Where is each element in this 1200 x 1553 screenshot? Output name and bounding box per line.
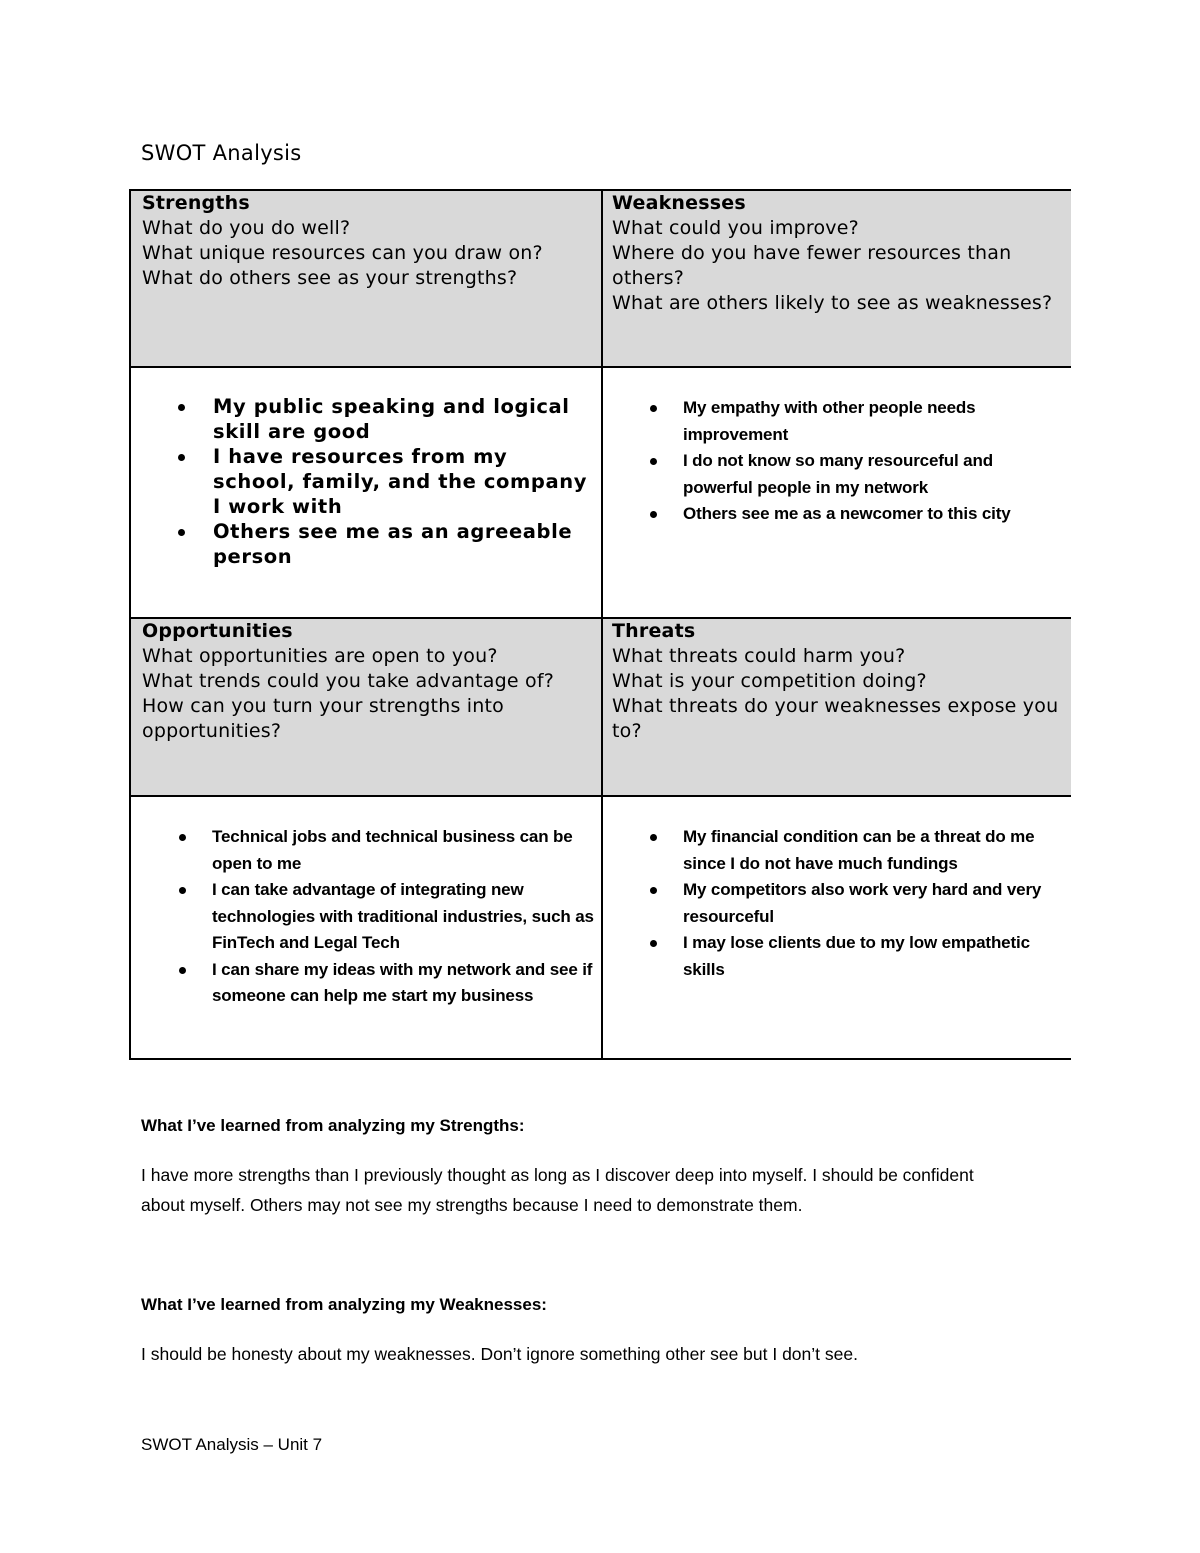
bullet-icon — [650, 511, 657, 518]
list-item — [213, 394, 593, 444]
threats-list — [683, 824, 1067, 983]
threats-answers-cell — [601, 797, 1071, 1058]
opportunities-answer: Technical jobs and technical business can be open to me — [212, 827, 573, 873]
opportunities-question: How can you turn your strengths into opportunities? — [142, 695, 504, 742]
learned-weaknesses-heading: What I’ve learned from analyzing my Weaknesses: — [141, 1295, 547, 1314]
strengths-answers-cell — [131, 368, 601, 619]
bullet-icon — [178, 454, 185, 461]
bullet-icon — [179, 887, 186, 894]
weaknesses-header-cell — [601, 191, 1071, 368]
weaknesses-answers-cell — [601, 368, 1071, 619]
opportunities-answer: I can take advantage of integrating new technologies with traditional industries, such as FinTech and Legal Tech — [212, 880, 594, 952]
weaknesses-answer: My empathy with other people needs improvement — [683, 398, 976, 444]
list-item — [213, 519, 593, 569]
opportunities-question: What trends could you take advantage of? — [142, 670, 555, 692]
threats-question: What threats do your weaknesses expose you to? — [612, 695, 1059, 742]
list-item — [683, 877, 1067, 930]
list-item — [683, 824, 1067, 877]
learned-weaknesses-text: I should be honesty about my weaknesses. Don’t ignore something other see but I don’t see. — [141, 1344, 858, 1364]
list-item — [683, 395, 1067, 448]
list-item — [212, 877, 596, 957]
threats-question: What threats could harm you? — [612, 645, 906, 667]
weaknesses-question: Where do you have fewer resources than others? — [612, 242, 1012, 289]
bullet-icon — [178, 529, 185, 536]
bullet-icon — [650, 940, 657, 947]
bullet-icon — [650, 887, 657, 894]
opportunities-header-cell — [131, 619, 601, 797]
weaknesses-heading: Weaknesses — [612, 192, 746, 214]
bullet-icon — [179, 834, 186, 841]
list-item — [683, 448, 1067, 501]
weaknesses-answer: I do not know so many resourceful and powerful people in my network — [683, 451, 993, 497]
bullet-icon — [650, 405, 657, 412]
threats-heading: Threats — [612, 620, 696, 642]
strengths-header-cell — [131, 191, 601, 368]
list-item — [213, 444, 593, 519]
strengths-heading: Strengths — [142, 192, 250, 214]
list-item — [683, 501, 1067, 528]
weaknesses-list — [683, 395, 1067, 528]
threats-answer: My competitors also work very hard and very resourceful — [683, 880, 1042, 926]
threats-question: What is your competition doing? — [612, 670, 927, 692]
bullet-icon — [650, 834, 657, 841]
opportunities-answer: I can share my ideas with my network and see if someone can help me start my business — [212, 959, 593, 1005]
opportunities-answers-cell — [131, 797, 601, 1058]
page-footer: SWOT Analysis – Unit 7 — [141, 1435, 323, 1454]
page-title: SWOT Analysis — [141, 141, 302, 165]
strengths-answer: My public speaking and logical skill are good — [213, 395, 570, 443]
list-item — [683, 930, 1067, 983]
opportunities-list — [212, 824, 596, 1010]
bullet-icon — [178, 404, 185, 411]
learned-strengths-text: I have more strengths than I previously thought as long as I discover deep into myself. I should be confident about myself. Others may not see my strengths because I need to demonstrate them. — [141, 1165, 974, 1215]
threats-answer: My financial condition can be a threat do me since I do not have much fundings — [683, 827, 1035, 873]
weaknesses-question: What are others likely to see as weaknesses? — [612, 292, 1053, 314]
threats-header-cell — [601, 619, 1071, 797]
strengths-question: What unique resources can you draw on? — [142, 242, 543, 264]
bullet-icon — [179, 967, 186, 974]
strengths-answer: I have resources from my school, family, and the company I work with — [213, 445, 588, 518]
threats-answer: I may lose clients due to my low empathetic skills — [683, 933, 1030, 979]
opportunities-question: What opportunities are open to you? — [142, 645, 498, 667]
list-item — [212, 957, 596, 1010]
weaknesses-answer: Others see me as a newcomer to this city — [683, 504, 1011, 523]
list-item — [212, 824, 596, 877]
opportunities-heading: Opportunities — [142, 620, 293, 642]
strengths-question: What do you do well? — [142, 217, 351, 239]
swot-table — [129, 189, 1071, 1060]
strengths-question: What do others see as your strengths? — [142, 267, 518, 289]
weaknesses-question: What could you improve? — [612, 217, 859, 239]
learned-strengths-heading: What I’ve learned from analyzing my Strengths: — [141, 1116, 525, 1135]
bullet-icon — [650, 458, 657, 465]
strengths-answer: Others see me as an agreeable person — [213, 520, 573, 568]
strengths-list — [213, 394, 593, 569]
